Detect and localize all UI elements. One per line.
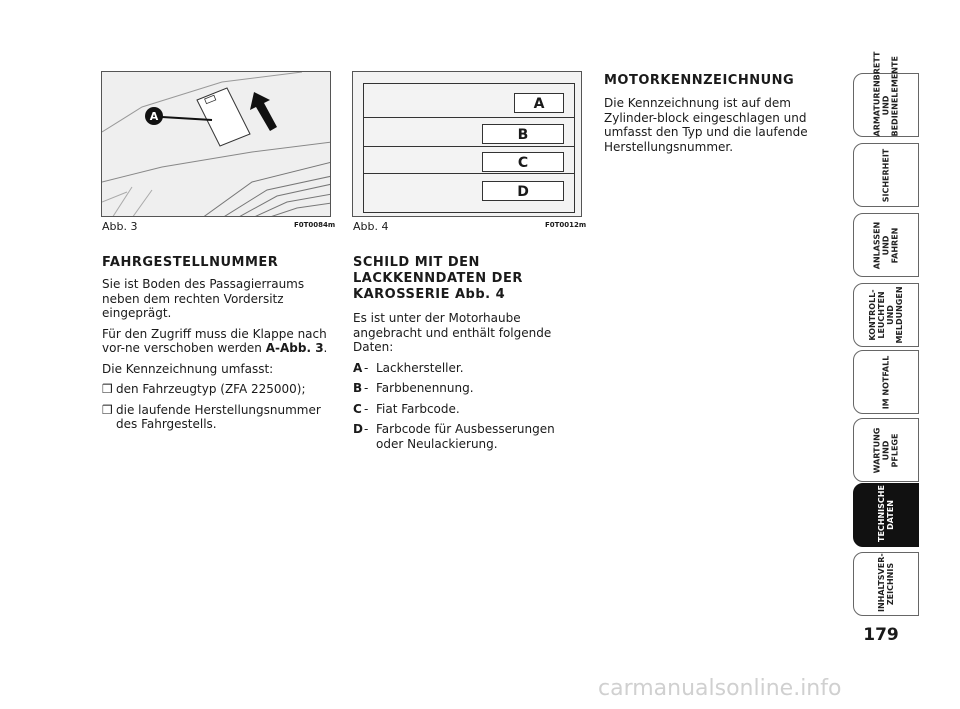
chassis-number-contents-intro: Die Kennzeichnung umfasst: <box>102 361 274 376</box>
paint-plate-body <box>353 311 583 457</box>
tab-armaturenbrett[interactable]: ARMATURENBRETT UND BEDIENELEMENTE <box>853 73 919 137</box>
figure-3-code: F0T0084m <box>294 221 336 229</box>
tab-im-notfall[interactable]: IM NOTFALL <box>853 350 919 414</box>
figure-4-image <box>352 71 582 217</box>
list-item: ❒ den Fahrzeugtyp (ZFA 225000); <box>102 382 306 396</box>
plate-label-b: B <box>517 127 529 143</box>
figure-3-image <box>101 71 331 217</box>
list-item: ❒ die laufende Herstellungsnummer des Fahrgestells. <box>102 402 321 431</box>
list-item: B - Farbbenennung. <box>353 381 474 395</box>
list-item: A - Lackhersteller. <box>353 360 464 375</box>
figure-3-callout-a: A <box>149 110 159 123</box>
figure-3-drawing <box>102 72 331 217</box>
tab-technische-daten[interactable]: TECHNISCHE DATEN <box>853 483 919 547</box>
plate-field-a <box>514 93 564 113</box>
chassis-number-location: Sie ist Boden des Passagierraums neben dem rechten Vordersitz eingeprägt. <box>102 277 305 320</box>
tab-kontrollleuchten[interactable]: KONTROLL-LEUCHTEN UND MELDUNGEN <box>853 283 919 347</box>
checkbox-bullet-icon: ❒ <box>102 402 113 417</box>
tab-sicherheit[interactable]: SICHERHEIT <box>853 143 919 207</box>
figure-4-code: F0T0012m <box>545 221 587 229</box>
figure-3-reference: A-Abb. 3 <box>265 341 324 355</box>
plate-label-d: D <box>517 184 529 200</box>
chassis-number-access: Für den Zugriff muss die Klappe nach vor-ne verschoben werden A-Abb. 3. <box>102 326 328 355</box>
watermark: carmanualsonline.info <box>598 676 842 701</box>
tab-anlassen-und-fahren[interactable]: ANLASSEN UND FAHREN <box>853 213 919 277</box>
checkbox-bullet-icon: ❒ <box>102 382 113 396</box>
plate-field-c <box>482 152 564 172</box>
list-item: D - Farbcode für Ausbesserungen oder Neulackierung. <box>353 422 555 451</box>
chassis-number-heading: FAHRGESTELLNUMMER <box>102 255 279 270</box>
list-item: C - Fiat Farbcode. <box>353 401 460 416</box>
paint-plate-intro: Es ist unter der Motorhaube angebracht und enthält folgende Daten: <box>353 311 552 354</box>
plate-label-a: A <box>533 96 545 112</box>
engine-number-heading: MOTORKENNZEICHNUNG <box>604 73 795 88</box>
plate-field-b <box>482 124 564 144</box>
plate-field-d <box>482 181 564 201</box>
tab-wartung-und-pflege[interactable]: WARTUNG UND PFLEGE <box>853 418 919 482</box>
tab-inhaltsverzeichnis[interactable]: INHALTSVER-ZEICHNIS <box>853 552 919 616</box>
chassis-number-body <box>102 277 332 438</box>
paint-plate <box>363 83 575 213</box>
figure-4-caption: Abb. 4 <box>353 220 389 233</box>
engine-number-body: Die Kennzeichnung ist auf dem Zylinder-block eingeschlagen und umfasst den Typ und die laufende Herstellungsnummer. <box>604 96 808 154</box>
paint-plate-heading: SCHILD MIT DEN LACKKENNDATEN DER KAROSSERIE Abb. 4 <box>353 255 523 302</box>
plate-label-c: C <box>517 155 529 171</box>
figure-3-caption: Abb. 3 <box>102 220 138 233</box>
page-number: 179 <box>863 625 899 645</box>
